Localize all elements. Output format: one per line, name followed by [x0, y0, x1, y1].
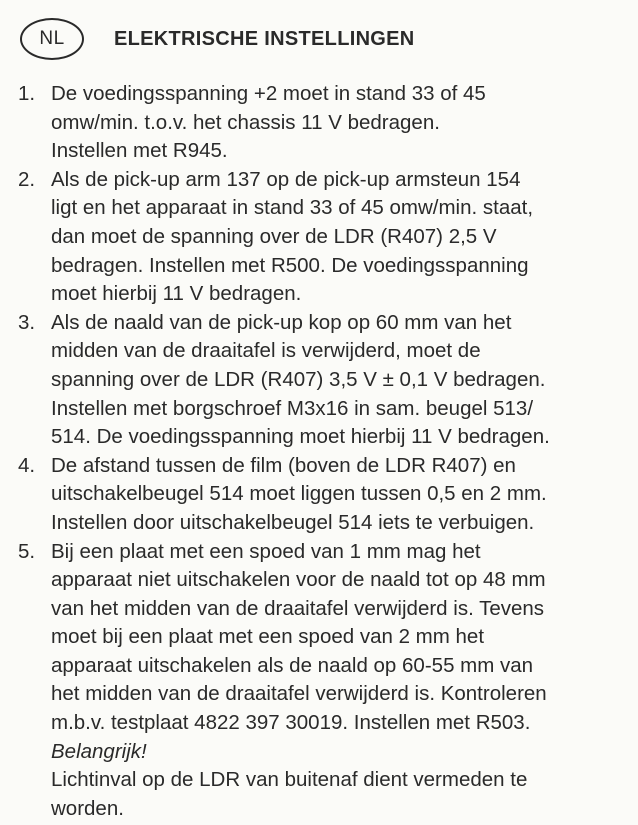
text-line: midden van de draaitafel is verwijderd, moet de	[51, 339, 481, 363]
text-line: apparaat niet uitschakelen voor de naald tot op 48 mm	[51, 568, 546, 592]
item-text	[51, 80, 630, 166]
text-line: m.b.v. testplaat 4822 397 30019. Instellen met R503.	[51, 711, 531, 735]
item-number: 5.	[18, 539, 36, 563]
item-number: 2.	[18, 167, 36, 191]
text-line: moet hierbij 11 V bedragen.	[51, 282, 302, 306]
text-line: spanning over de LDR (R407) 3,5 V ± 0,1 V bedragen.	[51, 367, 546, 391]
note-heading: Belangrijk!	[51, 739, 147, 763]
text-line: Als de naald van de pick-up kop op 60 mm van het	[51, 310, 512, 334]
text-line: dan moet de spanning over de LDR (R407) 2,5 V	[51, 224, 497, 248]
text-line: ligt en het apparaat in stand 33 of 45 omw/min. staat,	[51, 196, 534, 220]
item-text	[51, 538, 630, 824]
list-item	[18, 538, 630, 824]
item-number: 4.	[18, 453, 36, 477]
text-line: Als de pick-up arm 137 op de pick-up armsteun 154	[51, 167, 521, 191]
text-line: De afstand tussen de film (boven de LDR R407) en	[51, 453, 516, 477]
note-line: worden.	[51, 796, 124, 820]
note-line: Lichtinval op de LDR van buitenaf dient vermeden te	[51, 768, 528, 792]
item-number: 1.	[18, 82, 36, 105]
text-line: Instellen met R945.	[51, 139, 228, 163]
item-text	[51, 309, 630, 452]
page-header	[20, 18, 415, 60]
list-item	[18, 80, 630, 166]
text-line: apparaat uitschakelen als de naald op 60-55 mm van	[51, 653, 534, 677]
list-item	[18, 309, 630, 452]
item-text	[51, 166, 630, 309]
list-item	[18, 452, 630, 538]
text-line: het midden van de draaitafel verwijderd is. Kontroleren	[51, 682, 547, 706]
text-line: De voedingsspanning +2 moet in stand 33 of 45	[51, 82, 486, 105]
settings-list	[18, 80, 630, 823]
page-title: ELEKTRISCHE INSTELLINGEN	[114, 27, 415, 50]
item-text	[51, 452, 630, 538]
text-line: uitschakelbeugel 514 moet liggen tussen 0,5 en 2 mm.	[51, 482, 547, 506]
text-line: omw/min. t.o.v. het chassis 11 V bedragen.	[51, 110, 440, 134]
text-line: 514. De voedingsspanning moet hierbij 11 V bedragen.	[51, 425, 550, 449]
language-badge: NL	[20, 18, 84, 60]
text-line: Bij een plaat met een spoed van 1 mm mag het	[51, 539, 481, 563]
text-line: bedragen. Instellen met R500. De voedingsspanning	[51, 253, 529, 277]
text-line: Instellen met borgschroef M3x16 in sam. beugel 513/	[51, 396, 534, 420]
item-number: 3.	[18, 310, 36, 334]
text-line: van het midden van de draaitafel verwijderd is. Tevens	[51, 596, 545, 620]
text-line: Instellen door uitschakelbeugel 514 iets te verbuigen.	[51, 510, 535, 534]
text-line: moet bij een plaat met een spoed van 2 mm het	[51, 625, 485, 649]
list-item	[18, 166, 630, 309]
